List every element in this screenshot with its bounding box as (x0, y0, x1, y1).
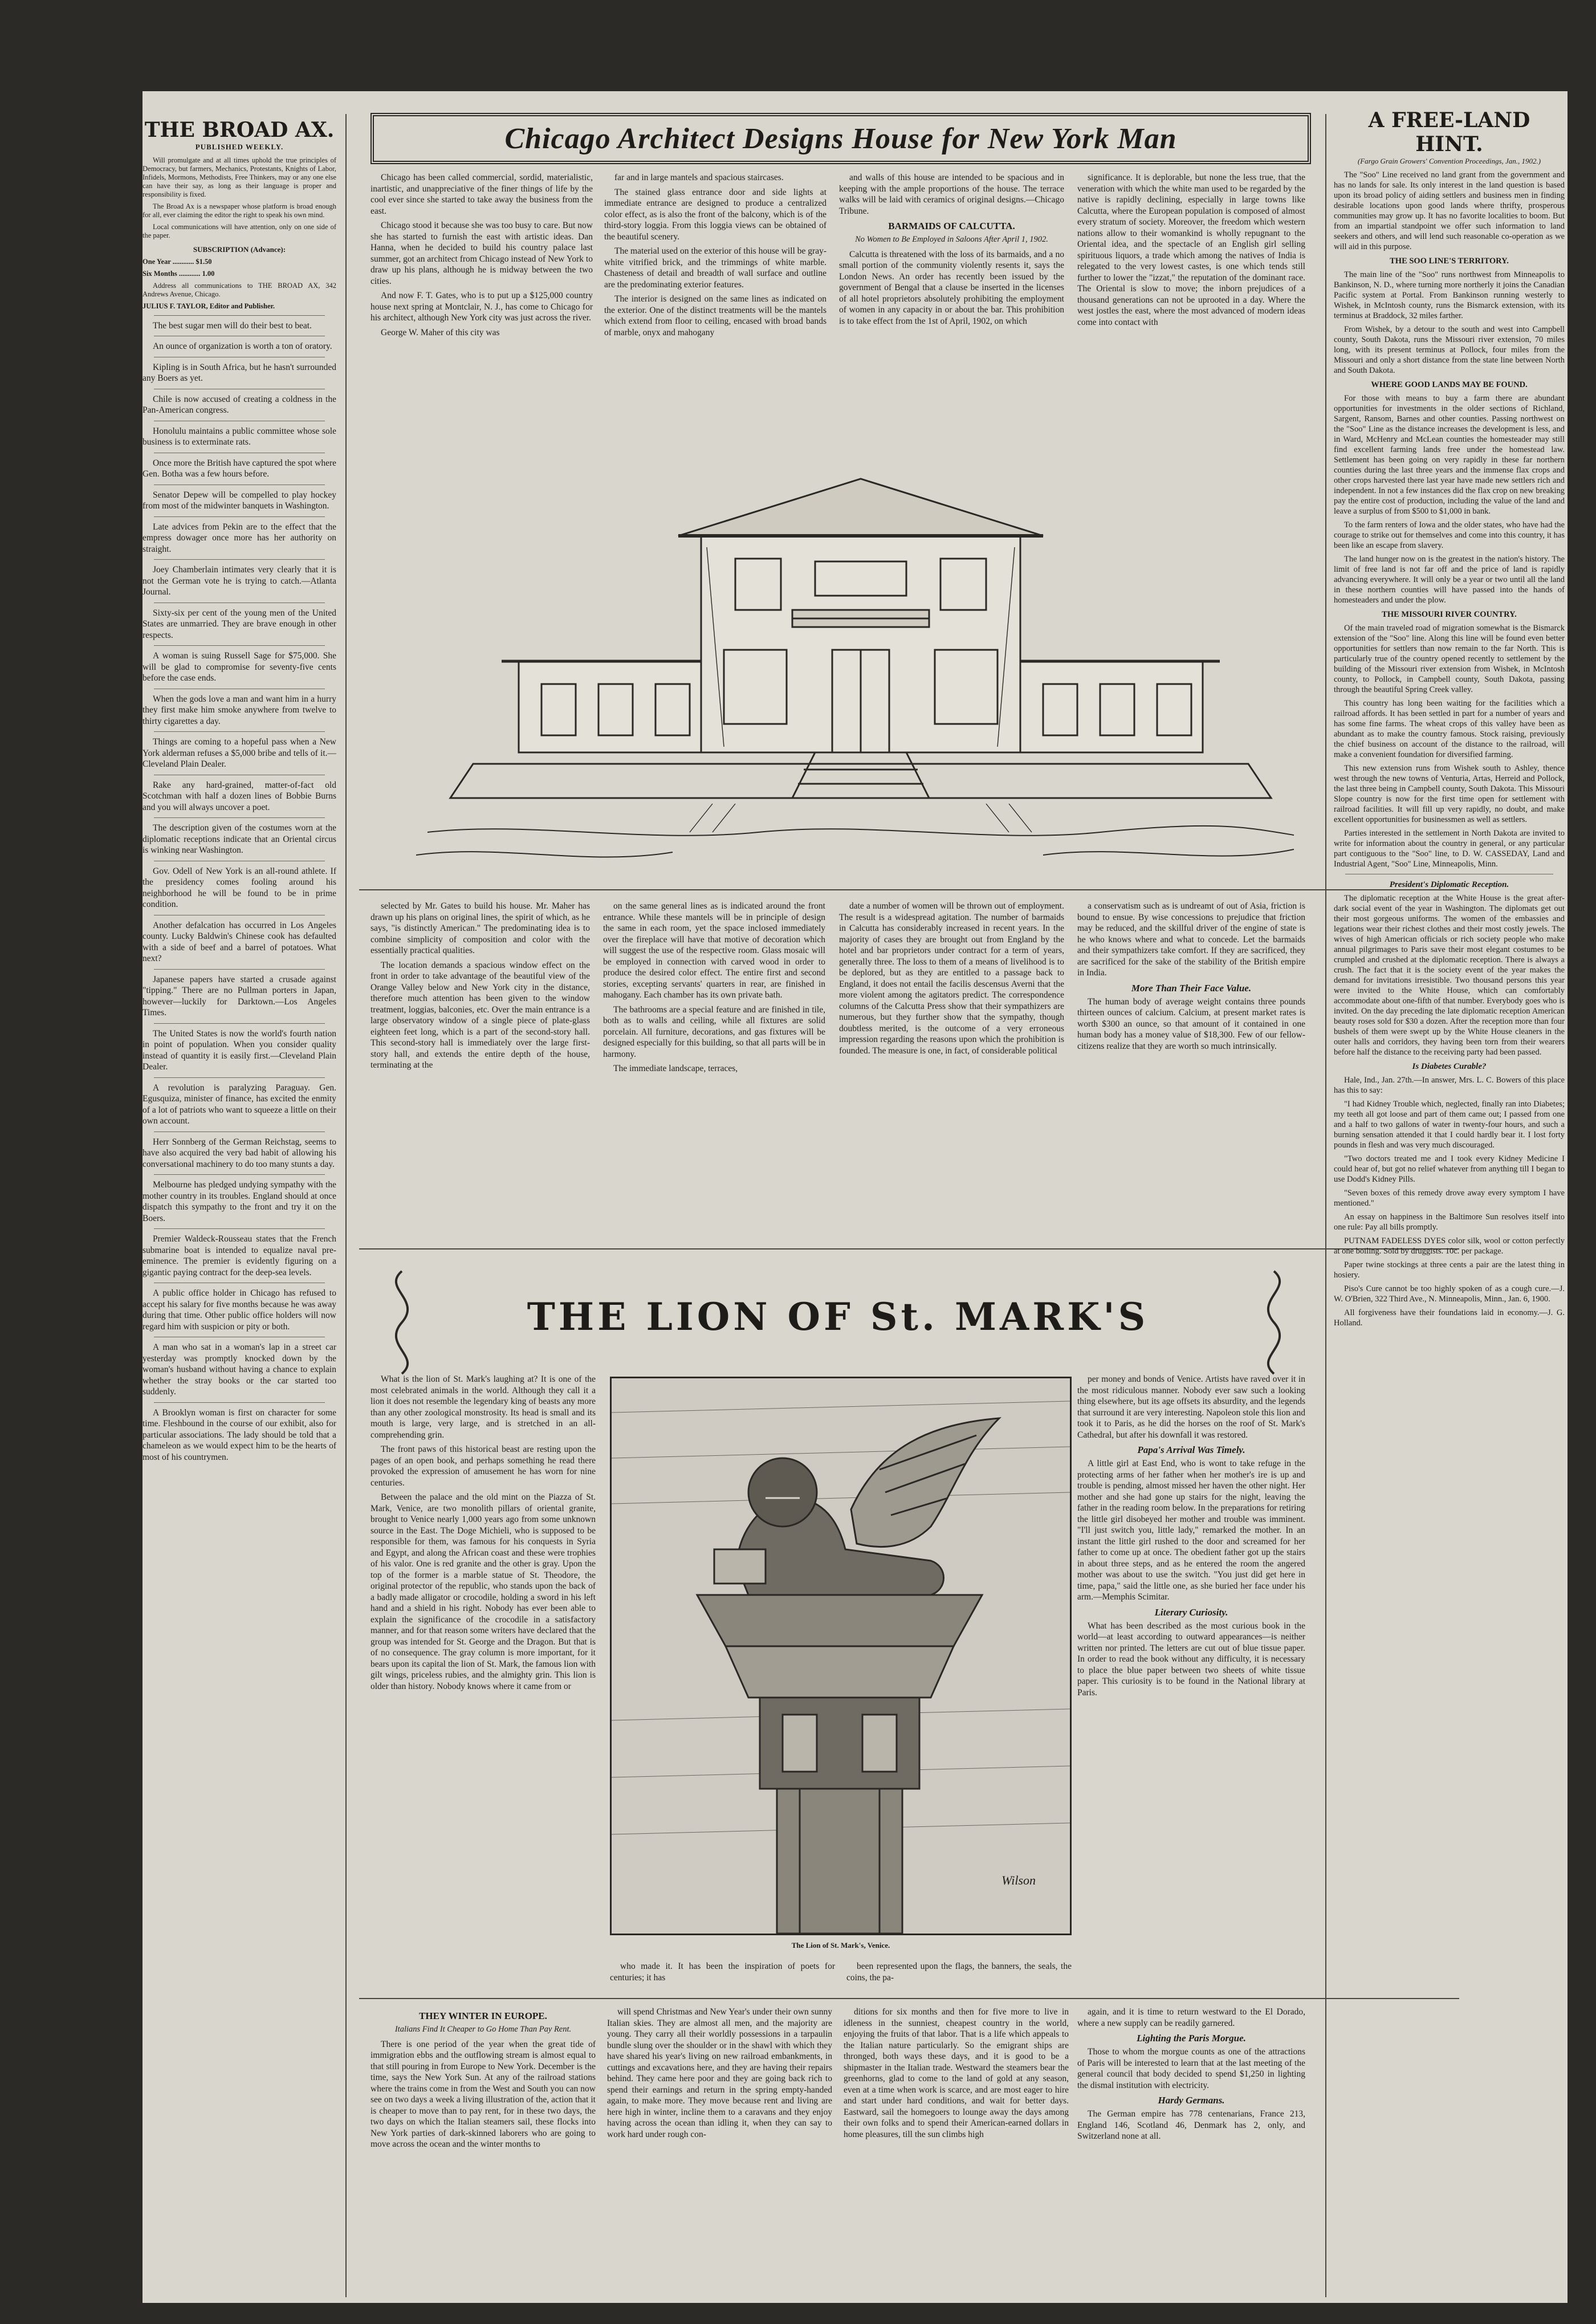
paragraph: Herr Sonnberg of the German Reichstag, seems to have also acquired the very bad habit of allowing his conversational machinery to do too many stunts a day. (142, 1137, 336, 1169)
masthead (142, 119, 336, 153)
paragraph: A little girl at East End, who is wont to take refuge in the protecting arms of her father when her mother's ire is up and trouble is pending, almost missed her haven the other night. Her mother and she had gone up stairs for the night, leaving the father in the reading room below. In the preparations for retiring the little girl disobeyed her mother and trouble was imminent. "I'll just switch you, little lady," remarked the mother. In an instant the little girl rushed to the door and screamed for her father to come up at once. The obedient father got up the stairs in about three steps, and as he entered the room the angered mother was about to use the switch. "You just did get here in time, papa," said the little one, as she buried her face under his arm.—Memphis Scimitar. (1077, 1459, 1305, 1602)
lion-illustration (612, 1378, 1070, 1934)
subscription-line-2: Six Months ............ 1.00 (142, 269, 215, 278)
papa-headline: Papa's Arrival Was Timely. (1137, 1444, 1245, 1455)
paragraph: This new extension runs from Wishek south to Ashley, thence west through the new towns of Venturia, Artas, Herreid and Pollock, the last three being in Campbell county, South Dakota. This Missouri Slope country is now for the first time open for settlement with railroad facilities. It will fill up very rapidly, no doubt, and make excellent opportunities for businessmen as well as settlers. (1334, 764, 1565, 824)
literary-headline: Literary Curiosity. (1154, 1606, 1228, 1618)
paragraph: will spend Christmas and New Year's under their own sunny Italian skies. They are almost all men, and the majority are young. They carry all their worldly possessions in a tarpaulin bundle slung over the shoulder or in the shawl with which they have shared his year's living on new railroad embankments, in cuttings and excavations here, and they are having their repairs behind. They came here poor and they are going back rich to spend their earnings and return in the spring empty-handed again, to make more. They move because rent and living are here high in winter, incline them to a caravans and they enjoy having across the ocean than idling it, when they can say to work hard under rough con- (607, 2007, 832, 2139)
paragraph: Chicago stood it because she was too busy to care. But now she has started to furnish the east with artistic ideas. Dan Hanna, when he decided to build his country palace last summer, got an architect from Chicago instead of New York to draw up his plans, although he is midway between the two cities. (370, 221, 593, 286)
right-column (1334, 108, 1565, 2300)
diplomatic-reception-headline: President's Diplomatic Reception. (1389, 880, 1509, 889)
paragraph: The "Soo" Line received no land grant from the government and has no lands for sale. Its only interest in the land question is based upon its broad policy of aiding settlers and business men in finding desirable locations upon good lands where thrifty, prosperous communities may grow up. It has no favorite localities to boom. But from an impartial standpoint we offer such information to land seekers and others, and will lend such reasonable co-operation as we will aid in this purpose. (1334, 170, 1565, 251)
paragraph: A man who sat in a woman's lap in a street car yesterday was promptly knocked down by the woman's husband without having a chance to explain whether the stray books or the car started too suddenly. (142, 1342, 336, 1397)
paragraph: been represented upon the flags, the banners, the seals, the coins, the pa- (846, 1961, 1072, 1983)
paragraph: A public office holder in Chicago has refused to accept his salary for five months because he was away during that time. Other public office holders will now regard him with suspicion or pity or both. (142, 1288, 336, 1332)
illustration-signature: Wilson (1001, 1873, 1036, 1887)
paragraph: Late advices from Pekin are to the effect that the empress dowager once more has her authority on straight. (142, 522, 336, 554)
paragraph: An essay on happiness in the Baltimore Sun resolves itself into one rule: Pay all bills promptly. (1334, 1212, 1565, 1232)
item-divider (154, 1174, 325, 1175)
item-divider (154, 516, 325, 517)
winter-col-4 (1077, 2006, 1305, 2297)
paragraph: per money and bonds of Venice. Artists have raved over it in the most ridiculous manner. Nobody ever saw such a looking thing elsewhere, but its age offsets its absurdity, and the legends that surround it are very interesting. Napoleon stole this lion and took it to Paris, as he did the horses on the roof of St. Mark's Cathedral, but after his downfall it was restored. (1077, 1374, 1305, 1440)
paragraph: When the gods love a man and want him in a hurry they first make him smoke anywhere from twelve to thirty cigarettes a day. (142, 694, 336, 726)
paragraph: Things are coming to a hopeful pass when a New York alderman refuses a $5,000 bribe and tells of it.—Cleveland Plain Dealer. (142, 737, 336, 769)
lion-col-1 (370, 1374, 596, 1961)
paragraph: "Seven boxes of this remedy drove away every symptom I have mentioned." (1334, 1189, 1565, 1208)
newspaper-page (142, 91, 1567, 2303)
hardy-germans-headline: Hardy Germans. (1158, 2095, 1225, 2106)
paragraph: Melbourne has pledged undying sympathy with the mother country in its troubles. England should at once dispatch this sympathy to the front and try it on the Boers. (142, 1180, 336, 1223)
paragraph: Premier Waldeck-Rousseau states that the French submarine boat is intended to equalize naval pre-eminence. The premier is evidently figuring on a gigantic paying contract for the deep-sea levels. (142, 1234, 336, 1277)
paragraph: A revolution is paralyzing Paraguay. Gen. Egusquiza, minister of finance, has excited the enmity of a lot of patriots who want to squeeze a little on their own account. (142, 1082, 336, 1126)
paragraph: The immediate landscape, terraces, (613, 1064, 738, 1073)
intro-text-2: The Broad Ax is a newspaper whose platform is broad enough for all, ever claiming the editor the right to speak his own mind. (142, 202, 336, 219)
architect-lower-2 (603, 901, 825, 1237)
barmaids-col-2 (1077, 172, 1305, 434)
paragraph: Rake any hard-grained, matter-of-fact old Scotchman with half a dozen lines of Bobbie Burns and you will always uncover a poet. (142, 780, 336, 812)
paragraph: This country has long been waiting for the facilities which a railroad affords. It has been settled in part for a number of years and has some fine farms. The wheat crops of this valley have been as abundant as to make the country famous. Stock raising, previously the chief business on account of the distance to the railroad, will make a convenient foundation for diversified farming. (1334, 699, 1565, 759)
paragraph: Another defalcation has occurred in Los Angeles county. Lucky Baldwin's Chinese cook has defaulted with a side of beef and a barrel of potatoes. What next? (142, 920, 336, 963)
published-weekly: PUBLISHED WEEKLY. (195, 143, 284, 151)
subscription-heading: SUBSCRIPTION (Advance): (193, 245, 286, 254)
paragraph: A Brooklyn woman is first on character for some time. Fleshbound in the course of our exhibit, also for particular associations. The lady should be told that a chameleon as we would expect him to be the hearts of most of his countrymen. (142, 1407, 336, 1462)
architect-col-2 (604, 172, 826, 434)
architect-headline-banner (370, 113, 1311, 164)
paragraph: Gov. Odell of New York is an all-round athlete. If the presidency comes fooling around his neighborhood he will be found to be in prime condition. (142, 866, 336, 909)
lion-headline: THE LION OF St. MARK'S (527, 1295, 1149, 1339)
left-flourish (376, 1265, 427, 1379)
architect-headline: Chicago Architect Designs House for New York Man (504, 122, 1177, 155)
lion-bottom-2 (846, 1961, 1072, 1995)
paragraph: All forgiveness have their foundations laid in economy.—J. G. Holland. (1334, 1308, 1565, 1328)
paragraph: The material used on the exterior of this house will be gray-white vitrified brick, and the trimmings of white marble. Chasteness of detail and breadth of wall surface and outline are the predominating exterior features. (604, 246, 826, 290)
winter-col-1 (370, 2006, 596, 2297)
paris-morgue-headline: Lighting the Paris Morgue. (1137, 2033, 1246, 2044)
lion-bottom-1 (610, 1961, 835, 1995)
soo-territory-headline: THE SOO LINE'S TERRITORY. (1390, 257, 1509, 266)
architect-col-1 (370, 172, 593, 434)
paragraph: And now F. T. Gates, who is to put up a $125,000 country house next spring at Montclair, N. J., has come to Chicago for his architect, although New York city was just across the river. (370, 291, 593, 323)
paragraph: The front paws of this historical beast are resting upon the pages of an open book, and perhaps something he read there provoked the expression of amusement he has worn for nine centuries. (370, 1444, 596, 1488)
item-divider (154, 559, 325, 560)
paragraph: on the same general lines as is indicated around the front entrance. While these mantels will be in principle of design the same in each room, yet the space inclosed immediately over the fireplace will have that motive of decoration which will suggest the use of the respective room. Glass mosaic will be employed in connection with carved wood in order to produce the desired color effect. The entire first and second stories, excepting servants' quarters in rear, are finished in mahogany. Each chamber has its own private bath. (603, 901, 825, 1000)
paragraph: and walls of this house are intended to be spacious and in keeping with the ample proportions of the house. The terrace walks will be laid with ceramics of original designs.—Chicago Tribune. (839, 173, 1064, 216)
free-land-subhead: (Fargo Grain Growers' Convention Proceedings, Jan., 1902.) (1357, 157, 1541, 165)
paragraph: Piso's Cure cannot be too highly spoken of as a cough cure.—J. W. O'Brien, 322 Third Ave., N. Minneapolis, Minn., Jan. 6, 1900. (1334, 1284, 1565, 1304)
item-divider (154, 1228, 325, 1229)
winter-col-2 (607, 2006, 832, 2297)
paragraph: An ounce of organization is worth a ton of oratory. (153, 341, 332, 351)
architect-col-3 (839, 172, 1064, 434)
paragraph: To the farm renters of Iowa and the older states, who have had the courage to strike out for themselves and come into this country, it has been like an escape from slavery. (1334, 520, 1565, 550)
paragraph: significance. It is deplorable, but none the less true, that the veneration with which the white man used to be regarded by the native is rapidly declining, especially in large towns like Calcutta, where the European population is composed of almost every stratum of society. Moreover, the freedom which western nations allow to their womankind is wholly repugnant to the Oriental idea, and the spectacle of an English girl selling spirituous liquors, a trade which among the natives of India is relegated to the very lowest castes, is one which tends still further to lower the "izzat," the reputation of the dominant race. The Oriental is slow to move; the inborn prejudices of a thousand generations can not be uprooted in a day. Where the west jostles the east, where the most advanced of modern ideas come into contact with (1077, 173, 1305, 327)
paragraph: Chile is now accused of creating a coldness in the Pan-American congress. (142, 394, 336, 415)
section-rule (359, 889, 1459, 890)
intro-text-3: Local communications will have attention, only on one side of the paper. (142, 222, 336, 239)
good-lands-headline: WHERE GOOD LANDS MAY BE FOUND. (1371, 380, 1528, 389)
paragraph: Paper twine stockings at three cents a pair are the latest thing in hosiery. (1334, 1260, 1565, 1280)
paragraph: Joey Chamberlain intimates very clearly that it is not the German vote he is trying to catch.—Atlanta Journal. (142, 565, 336, 597)
paragraph: again, and it is time to return westward to the El Dorado, where a new supply can be readily garnered. (1077, 2007, 1305, 2028)
paragraph: For those with means to buy a farm there are abundant opportunities for investments in the older sections of Richland, Sargent, Ransom, Barnes and other counties. Passing northwest on the "Soo" Line as the distance increases the development is less, and in Ward, McHenry and McLean counties the homesteader may still find excellent farming lands free under the homestead law. Settlement has been going on very rapidly in these far northern counties during the last three years and the immense flax crops and other crops harvested there last year have made new settlers rich and independent. In not a few instances did the flax crop on new breaking pay the entire cost of production, including the value of the land and leave a surplus of from $500 to $1,000 in bank. (1334, 394, 1565, 516)
paragraph: The stained glass entrance door and side lights at immediate entrance are designed to produce a centralized color effect, as is also the front of the balcony, which is of the third-story loggia. From this loggia views can be obtained of the beautiful scenery. (604, 187, 826, 242)
paragraph: Between the palace and the old mint on the Piazza of St. Mark, Venice, are two monolith pillars of oriental granite, brought to Venice nearly 1,000 years ago from some unknown source in the East. The Doge Michieli, who is supposed to be responsible for them, was famous for his conquests in Syria and Egypt, and along the African coast and these were trophies of his valor. One is red granite and the other is gray. Upon the top of the former is a marble statue of St. Theodore, the original protector of the republic, who stands upon the back of a badly made alligator or crocodile, holding a sword in his left hand and a shield in his right. Nobody has ever been able to explain the significance of the crocodile in a satisfactory manner, and for that reason some writers have declared that the group was intended for St. George and the Dragon. But that is of no consequence. The gray column is more important, for it bears upon its capital the lion of St. Mark, the famous lion with gilt wings, priceless rubies, and the almighty grin. This lion is older than history. Nobody knows where it came from or (370, 1492, 596, 1691)
paragraph: selected by Mr. Gates to build his house. Mr. Maher has drawn up his plans on original lines, the spirit of which, as he says, "is distinctly American." The predominating idea is to combine simplicity of composition and color with the essentially practical qualities. (370, 901, 590, 955)
section-rule-3 (359, 1998, 1459, 1999)
paragraph: ditions for six months and then for five more to live in idleness in the sunniest, cheapest country in the world, enjoying the fruits of that labor. That is a life which appeals to the Italian nature particularly. So the emigrant ships are thronged, both ways these days, and it is good to be a shipmaster in the Italian trade. Westward the steamers bear the greenhorns, glad to come to the land of gold at any season, even at a time when work is scarce, and are most eager to hire and start under hard conditions, and wait for better days. Eastward, sail the homegoers to lounge away the days among their own folks and to spend their American-earned dollars in home pleasures, till the sun climbs high (844, 2007, 1069, 2139)
paragraph: The description given of the costumes worn at the diplomatic receptions indicate that an Oriental circus is winking near Washington. (142, 823, 336, 855)
architect-lower-1 (370, 901, 590, 1237)
face-value-headline: More Than Their Face Value. (1131, 982, 1252, 994)
house-illustration (416, 433, 1305, 901)
paragraph: far and in large mantels and spacious staircases. (614, 173, 784, 182)
diabetes-headline: Is Diabetes Curable? (1412, 1062, 1487, 1071)
divider (154, 315, 325, 316)
paragraph: What has been described as the most curious book in the world—at least according to outward appearances—is neither written nor printed. The letters are cut out of blue tissue paper. In order to read the book without any difficulty, it is necessary to place the blue paper between two sheets of white tissue paper. This curiosity is to be found in the National library at Paris. (1077, 1621, 1305, 1698)
paragraph: From Wishek, by a detour to the south and west into Campbell county, South Dakota, runs the Missouri river extension, 70 miles long, with its present terminus at Pollock, four miles from the Missouri and only a short distance from the state line between North and South Dakota. (1334, 325, 1565, 375)
publisher-line: JULIUS F. TAYLOR, Editor and Publisher. (142, 302, 275, 310)
paragraph: "Two doctors treated me and I took every Kidney Medicine I could hear of, but got no relief whatever from anything till I began to use Dodd's Kidney Pills. (1334, 1154, 1565, 1184)
paragraph: The United States is now the world's fourth nation in point of population. When you consider quality instead of quantity it is easily first.—Cleveland Plain Dealer. (142, 1028, 336, 1072)
paragraph: Calcutta is threatened with the loss of its barmaids, and a no small portion of the community violently resents it, says the London News. An order has recently been issued by the government of Bengal that a clause be inserted in the licenses of all hotel proprietors absolutely prohibiting the employment of women in any capacity in or about the bar. This prohibition is to take effect from the 1st of April, 1902, on which (839, 249, 1064, 326)
subscription-note: Address all communications to THE BROAD AX, 342 Andrews Avenue, Chicago. (142, 281, 336, 298)
paragraph: The location demands a spacious window effect on the front in order to take advantage of the beautiful view of the Orange Valley below and New York city in the distance, therefore much attention has been given to the window treatment, loggias, balconies, etc. Over the main entrance is a large observatory window of a single piece of plate-glass eighteen feet long, which is a part of the second-story hall. This second-story hall is immediately over the large first-story hall, and extends the entire depth of the house, terminating at the (370, 960, 590, 1070)
barmaids-lower-2 (1077, 901, 1305, 1237)
item-divider (154, 817, 325, 818)
paragraph: date a number of women will be thrown out of employment. The result is a widespread agitation. The number of barmaids in Calcutta has considerably increased in recent years. In the majority of cases they are brought out from England by the hotel and bar proprietors under contract for a term of years, generally three. The loss to them of a means of livelihood is to be deplored, but as they are entitled to a passage back to England, it does not entail the facilis descensus Averni that the more violent among the agitators predict. The correspondence columns of the Calcutta Press show that their sympathizers are numerous, but they further show that the sympathy, though doubtless merited, is the outcome of a very erroneous impression regarding the reasons upon which the prohibition is founded. The measure is one, in fact, of considerable political (839, 901, 1064, 1056)
item-divider (154, 645, 325, 646)
paragraph: The German empire has 778 centenarians, France 213, England 146, Scotland 46, Denmark has 2, only, and Switzerland none at all. (1077, 2109, 1305, 2141)
barmaids-headline: BARMAIDS OF CALCUTTA. (888, 221, 1015, 231)
paragraph: a conservatism such as is undreamt of out of Asia, friction is bound to ensue. By wise concessions to prejudice that friction may be reduced, and the skillful driver of the engine of state is he who knows where and what to concede. Let the barmaids and their sympathizers take comfort. If they are sacrificed, they are sacrificed for the sake of the stability of the British empire in India. (1077, 901, 1305, 978)
paragraph: George W. Maher of this city was (381, 327, 500, 337)
item-divider (154, 969, 325, 970)
paragraph: There is one period of the year when the great tide of immigration ebbs and the outflowing stream is almost equal to that still pouring in from Europe to New York. December is the time, says the New York Sun. At any of the railroad stations where the trains come in from the West and South you can now see on two days a week a living illustration of the, action that it is cheaper to move than to pay rent, for in these two days, the two days on which the Italian steamers sail, these flocks into New York parties of dark-skinned laborers who are going to move across the ocean and the winter months to (370, 2039, 596, 2149)
free-land-headline: A FREE-LAND HINT. (1368, 108, 1530, 156)
paragraph: Kipling is in South Africa, but he hasn't surrounded any Boers as yet. (142, 362, 336, 383)
section-rule-2 (359, 1248, 1459, 1249)
item-divider (154, 1023, 325, 1024)
paragraph: who made it. It has been the inspiration of poets for centuries; it has (610, 1961, 835, 1983)
lion-headline-banner (427, 1285, 1248, 1348)
paragraph: The diplomatic reception at the White House is the great after-dark social event of the year in Washington. The diplomats get out their most gorgeous uniforms. The women of the embassies and legations wear their richest clothes and their most costly jewels. The wives of high American officials or rich society people who make annual pilgrimages to Paris save their most elegant costumes to be crumpled and crushed at the diplomatic reception. There is always a crush. The fact that it is the society event of the year makes the demand for invitations irresistible. Two thousand persons this year were invited to the White House, which can comfortably accommodate about one-fifth of that number. Everybody goes who is invited. On the day preceding the late diplomatic reception American beauty roses sold for $30 a dozen. After the reception more than four bushels of them were swept up by the White House cleaners in the outer halls and corridors, they having been torn from their wearers before half the distance to the receiving party had been passed. (1334, 894, 1565, 1057)
column-rule-right (1325, 114, 1326, 2297)
paragraph: Honolulu maintains a public committee whose sole business is to exterminate rats. (142, 426, 336, 447)
winter-subhead: Italians Find It Cheaper to Go Home Than Pay Rent. (394, 2025, 572, 2034)
paragraph: PUTNAM FADELESS DYES color silk, wool or cotton perfectly at one boiling. Sold by druggists. 10c. per package. (1334, 1236, 1565, 1256)
paragraph: Hale, Ind., Jan. 27th.—In answer, Mrs. L. C. Bowers of this place has this to say: (1334, 1076, 1565, 1095)
paragraph: The main line of the "Soo" runs northwest from Minneapolis to Bankinson, N. D., where turning more northerly it joins the Canadian Pacific system at Portal. From Bankinson running westerly to Wishek, in McIntosh county, runs the Bismarck extension, with its terminus at Braddock, 32 miles farther. (1334, 270, 1565, 320)
winter-headline: THEY WINTER IN EUROPE. (419, 2010, 547, 2021)
paragraph: Of the main traveled road of migration somewhat is the Bismarck extension of the "Soo" line. Along this line will be found even better opportunities for settlers than now remain to the far North. This is particularly true of the country opened recently to settlement by the building of the Missouri river extension from Wishek, in McIntosh county, to Pollock, in Campbell county, South Dakota, passing through the beautiful Spring Creek valley. (1334, 624, 1565, 694)
left-column (142, 119, 336, 2302)
paragraph: The land hunger now on is the greatest in the nation's history. The limit of free land is not far off and the price of land is rapidly advancing everywhere. It will only be a year or two until all the land in these northern counties will have passed into the hands of homesteaders and under the plow. (1334, 555, 1565, 605)
item-divider (154, 1402, 325, 1403)
left-items (142, 320, 336, 1463)
paragraph: "I had Kidney Trouble which, neglected, finally ran into Diabetes; my teeth all got loose and part of them came out; I passed from one and a half to two gallons of water in twenty-four hours, and such a burning sensation attended it that I could hardly bear it. I lost forty pounds in flesh and was very much discouraged. (1334, 1100, 1565, 1150)
column-rule (345, 114, 347, 2297)
winter-col-3 (844, 2006, 1069, 2297)
paragraph: Senator Depew will be compelled to play hockey from most of the midwinter banquets in Washington. (142, 490, 336, 511)
paragraph: The bathrooms are a special feature and are finished in tile, both as to walls and ceiling, while all fixtures are solid porcelain. All furniture, decorations, and gas fixtures will be designed especially for this building, so that all parts will be in harmony. (603, 1004, 825, 1059)
item-divider (154, 1077, 325, 1078)
paragraph: Once more the British have captured the spot where Gen. Botha was a few hours before. (142, 458, 336, 479)
masthead-title: THE BROAD AX. (144, 119, 335, 142)
missouri-headline: THE MISSOURI RIVER COUNTRY. (1382, 610, 1517, 619)
item-divider (154, 731, 325, 732)
paragraph: A woman is suing Russell Sage for $75,000. She will be glad to compromise for seventy-five cents before the case ends. (142, 651, 336, 683)
subscription-line-1: One Year ............ $1.50 (142, 257, 212, 266)
paragraph: The interior is designed on the same lines as indicated on the exterior. One of the distinct treatments will be the mantels which extend from floor to ceiling, encased with broad bands of marble, onyx and mahogany (604, 294, 826, 337)
paragraph: Chicago has been called commercial, sordid, materialistic, inartistic, and unappreciative of the finer things of life by the cool ever since she started to take away the business from the east. (370, 173, 593, 216)
intro-text: Will promulgate and at all times uphold the true principles of Democracy, but farmers, Mechanics, Protestants, Knights of Labor, Infidels, Mormons, Methodists, Free Thinkers, may or any one else can have their say, as long as their language is proper and responsibility is fixed. (142, 156, 336, 198)
paragraph: What is the lion of St. Mark's laughing at? It is one of the most celebrated animals in the world. Although they call it a lion it does not resemble the legendary king of beasts any more than any other zoological monstrosity. Its head is small and its mouth is large, very large, and is stretched in an all-comprehending grin. (370, 1374, 596, 1440)
right-flourish (1248, 1265, 1300, 1379)
lion-caption: The Lion of St. Mark's, Venice. (791, 1941, 890, 1949)
paragraph: Parties interested in the settlement in North Dakota are invited to write for information about the country in general, or any particular part contiguous to the "Soo" line, to D. W. CASSEDAY, Land and Industrial Agent, "Soo" Line, Minneapolis, Minn. (1334, 829, 1565, 869)
barmaids-lower-1 (839, 901, 1064, 1237)
paragraph: The best sugar men will do their best to beat. (153, 320, 312, 331)
paragraph: Those to whom the morgue counts as one of the attractions of Paris will be interested to learn that at the last meeting of the general council that body decided to spend $1,250 in lighting the dismal institution with electricity. (1077, 2047, 1305, 2090)
barmaids-subhead: No Women to Be Employed in Saloons After April 1, 1902. (855, 235, 1048, 244)
paragraph: The human body of average weight contains three pounds thirteen ounces of calcium. Calcium, at present market rates is worth $300 an ounce, so that amount of it contained in one human body has a money value of $18,300. Few of our fellow-citizens realize that they are worth so much intrinsically. (1077, 996, 1305, 1051)
paragraph: Sixty-six per cent of the young men of the United States are unmarried. They are brave enough in other respects. (142, 608, 336, 640)
paragraph: Japanese papers have started a crusade against "tipping." There are no Pullman porters in Japan, however—luckily for Darktown.—Los Angeles Times. (142, 974, 336, 1017)
lion-col-3 (1077, 1374, 1305, 1961)
lion-illustration-frame (610, 1377, 1072, 1935)
